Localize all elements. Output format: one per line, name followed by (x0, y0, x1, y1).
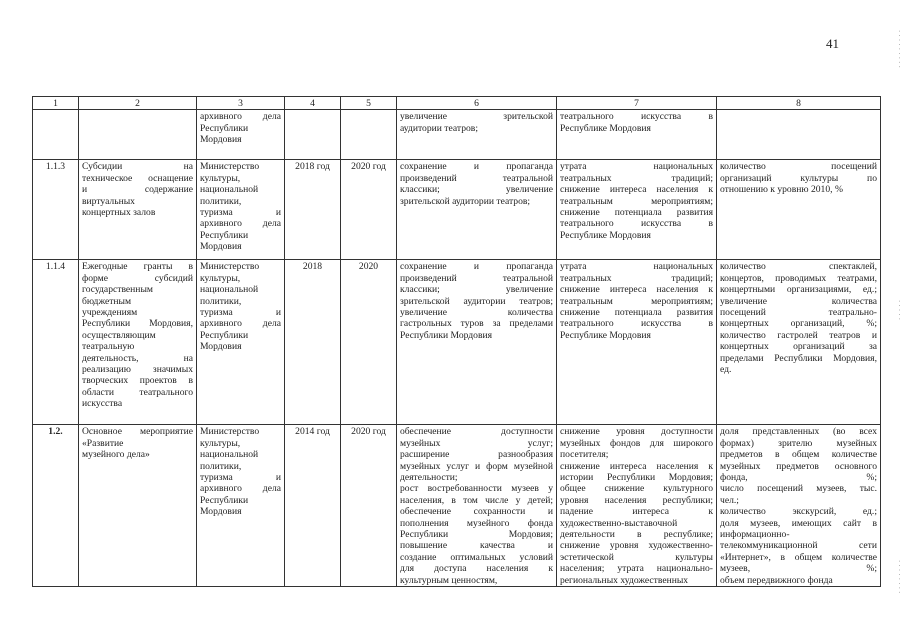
header-cell: 8 (717, 97, 881, 110)
cell-line: произведений театральной (400, 172, 553, 184)
cell-line: отношению к уровню 2010, % (720, 184, 843, 196)
measure-name-cell (79, 260, 197, 425)
cell-line: классики; увеличение (400, 184, 553, 196)
start-date-cell: 2018 (285, 260, 341, 425)
cell-line: реализацию значимых (82, 364, 193, 375)
cell-line: истории Республики Мордовия; (560, 471, 713, 483)
cell-line: Республики (200, 122, 249, 134)
header-cell: 4 (285, 97, 341, 110)
cell-line: учреждениям (82, 307, 138, 318)
expected-result-cell (397, 260, 557, 425)
cell-line: количество спектаклей, (720, 261, 877, 273)
cell-line: объем передвижного фонда (720, 574, 833, 586)
cell-line: театральную (82, 341, 135, 353)
cell-line: доля представленных (во всех (720, 426, 877, 438)
cell-line: снижение потенциала развития (560, 306, 713, 318)
cell-line: техническое оснащение (82, 172, 193, 184)
cell-line: политики, (200, 295, 242, 307)
cell-line: обеспечение сохранности и (400, 506, 553, 518)
table-row (33, 260, 881, 425)
cell-line: деятельности в республике; (560, 528, 713, 540)
measure-name-cell (79, 110, 197, 160)
cell-line: зрительской аудитории театров; (400, 195, 531, 207)
cell-line: утрата национальных (560, 161, 713, 173)
cell-line: утрата национальных (560, 261, 713, 273)
cell-line: театральным мероприятиям; (560, 295, 713, 307)
end-date-cell: 2020 год (341, 160, 397, 260)
cell-line: снижение интереса населения к (560, 284, 713, 296)
cell-line: Мордовия (200, 241, 242, 253)
cell-line: создание оптимальных условий (400, 551, 553, 563)
cell-line: предметов в общем количестве (720, 449, 877, 461)
cell-line: театрального искусства в (560, 318, 713, 330)
cell-line: архивного дела (200, 111, 281, 123)
cell-line: театральных традиций; (560, 272, 713, 284)
header-cell: 5 (341, 97, 397, 110)
cell-line: Республике Мордовия (560, 329, 651, 341)
cell-line: осуществляющим (82, 329, 156, 341)
cell-line: Республики (200, 329, 249, 341)
cell-line: «Интернет», в общем количестве (720, 551, 877, 563)
cell-line: театрального искусства в (560, 111, 713, 123)
cell-line: области театрального (82, 386, 193, 398)
cell-line: падение интереса к (560, 506, 713, 518)
cell-line: эстетической культуры (560, 551, 713, 563)
cell-line: сохранение и пропаганда (400, 261, 553, 273)
cell-line: музейных услуг; (400, 437, 553, 449)
cell-line: Мордовия (200, 506, 242, 518)
header-cell: 1 (33, 97, 79, 110)
cell-line: снижение интереса населения к (560, 460, 713, 472)
cell-line: концертов, проводимых театрами, (720, 272, 877, 284)
cell-line: сохранение и пропаганда (400, 161, 553, 173)
start-date-cell: 2018 год (285, 160, 341, 260)
cell-line: гастрольных туров за пределами (400, 318, 553, 330)
header-cell: 2 (79, 97, 197, 110)
cell-line: Мордовия (200, 134, 242, 146)
item-number-cell (33, 260, 79, 425)
cell-line: ед. (720, 363, 732, 375)
item-number: 1.2. (48, 426, 63, 438)
header-cell: 7 (557, 97, 717, 110)
cell-line: концертными организациями, ед.; (720, 284, 877, 296)
cell-line: доля музеев, имеющих сайт в (720, 517, 877, 529)
cell-line: бюджетным (82, 295, 132, 307)
item-number: 1.1.4 (45, 261, 66, 273)
cell-line: посетителя; (560, 449, 609, 461)
consequences-cell (557, 425, 717, 587)
cell-line: музейных услуг и форм музейной (400, 460, 553, 472)
cell-line: творческих проектов в (82, 375, 193, 387)
cell-line: туризма и (200, 307, 281, 319)
cell-line: туризма и (200, 472, 281, 484)
item-number: 1.1.3 (45, 161, 66, 173)
cell-line: национальной (200, 284, 259, 296)
cell-line: Министерство (200, 261, 260, 273)
cell-line: концертных организаций, %; (720, 318, 877, 330)
cell-line: информационно- (720, 528, 790, 540)
expected-result-cell (397, 425, 557, 587)
item-number-cell (33, 425, 79, 587)
cell-line: Мордовия (200, 341, 242, 353)
consequences-cell (557, 260, 717, 425)
table-row (33, 160, 881, 260)
start-date-cell: 2014 год (285, 425, 341, 587)
cell-line: пределами Республики Мордовия, (720, 352, 877, 364)
cell-line: концертных организаций за (720, 341, 877, 353)
cell-line: театрального искусства в (560, 218, 713, 230)
cell-line: региональных художественных (560, 574, 689, 586)
cell-line: Республики (200, 494, 249, 506)
cell-line: Министерство (200, 161, 260, 173)
cell-line: театральных традиций; (560, 172, 713, 184)
cell-line: количество экскурсий, ед.; (720, 506, 877, 518)
cell-line: чел.; (720, 494, 739, 506)
cell-line: увеличение количества (720, 295, 877, 307)
cell-line: музеев, %; (720, 563, 877, 575)
cell-line: Республики Мордовия, (82, 318, 193, 330)
cell-line: концертных залов (82, 206, 156, 218)
cell-line: аудитории театров; (400, 122, 478, 134)
cell-line: культурным ценностям, (400, 574, 498, 586)
cell-line: классики; увеличение (400, 284, 553, 296)
consequences-cell (557, 160, 717, 260)
cell-line: архивного дела (200, 483, 281, 495)
program-table (32, 96, 881, 587)
cell-line: увеличение количества (400, 306, 553, 318)
cell-line: общее снижение культурного (560, 483, 713, 495)
cell-line: увеличение зрительской (400, 111, 553, 123)
cell-line: политики, (200, 195, 242, 207)
table-row (33, 110, 881, 160)
cell-line: деятельность, на (82, 352, 193, 364)
header-cell: 3 (197, 97, 285, 110)
cell-line: телекоммуникационной сети (720, 540, 877, 552)
cell-line: национальной (200, 449, 259, 461)
cell-line: снижение потенциала развития (560, 206, 713, 218)
cell-line: и содержание (82, 184, 193, 196)
header-cell: 6 (397, 97, 557, 110)
page-number: 41 (826, 36, 839, 51)
executor-cell (197, 110, 285, 160)
measure-name-cell (79, 160, 197, 260)
margin-scribble: · · · · · · · · · (895, 30, 903, 68)
cell-line: Республики Мордовия; (400, 528, 553, 540)
expected-result-cell (397, 110, 557, 160)
header-row (33, 97, 881, 110)
margin-scribble: · · · · · · · · (895, 560, 903, 594)
cell-line: Основное мероприятие (82, 426, 193, 438)
cell-line: снижение интереса населения к (560, 184, 713, 196)
cell-line: уровня населения республики; (560, 494, 713, 506)
cell-line: Республики Мордовия (400, 329, 493, 341)
cell-line: посещений театрально- (720, 306, 877, 318)
cell-line: Ежегодные гранты в (82, 261, 193, 273)
cell-line: Министерство (200, 426, 260, 438)
cell-line: деятельности; (400, 471, 458, 483)
cell-line: фонда, %; (720, 471, 877, 483)
indicators-cell (717, 260, 881, 425)
cell-line: снижение уровня доступности (560, 426, 713, 438)
cell-line: организаций культуры по (720, 172, 877, 184)
item-number-cell (33, 110, 79, 160)
cell-line: национальной (200, 184, 259, 196)
cell-line: Субсидии на (82, 161, 193, 173)
indicators-cell (717, 160, 881, 260)
cell-line: рост востребованности музеев у (400, 483, 553, 495)
cell-line: форме субсидий (82, 272, 193, 284)
cell-line: обеспечение доступности (400, 426, 553, 438)
cell-line: пополнения музейного фонда (400, 517, 553, 529)
end-date-cell (341, 110, 397, 160)
end-date-cell: 2020 год (341, 425, 397, 587)
start-date-cell (285, 110, 341, 160)
expected-result-cell (397, 160, 557, 260)
indicators-cell (717, 425, 881, 587)
cell-line: повышение качества и (400, 540, 553, 552)
cell-line: музейного дела» (82, 449, 150, 461)
item-number-cell (33, 160, 79, 260)
margin-scribble: · · · · · (895, 300, 903, 321)
executor-cell (197, 260, 285, 425)
cell-line: виртуальных (82, 195, 135, 207)
table-row (33, 425, 881, 587)
cell-line: снижение уровня художественно- (560, 540, 713, 552)
cell-line: архивного дела (200, 218, 281, 230)
cell-line: культуры, (200, 172, 241, 184)
cell-line: населения; утрата национально- (560, 563, 713, 575)
cell-line: музейных предметов основного (720, 460, 877, 472)
cell-line: государственным (82, 284, 153, 296)
executor-cell (197, 425, 285, 587)
cell-line: Республике Мордовия (560, 229, 651, 241)
cell-line: Республики (200, 229, 249, 241)
cell-line: искусства (82, 398, 123, 410)
cell-line: для доступа населения к (400, 563, 553, 575)
cell-line: театральным мероприятиям; (560, 195, 713, 207)
indicators-cell (717, 110, 881, 160)
cell-line: «Развитие (82, 437, 124, 449)
cell-line: культуры, (200, 272, 241, 284)
cell-line: число посещений музеев, тыс. (720, 483, 877, 495)
executor-cell (197, 160, 285, 260)
consequences-cell (557, 110, 717, 160)
cell-line: населения, в том числе у детей; (400, 494, 553, 506)
cell-line: формах) зрителю музейных (720, 437, 877, 449)
cell-line: культуры, (200, 437, 241, 449)
cell-line: расширение разнообразия (400, 449, 553, 461)
cell-line: зрительской аудитории театров; (400, 295, 553, 307)
cell-line: произведений театральной (400, 272, 553, 284)
cell-line: туризма и (200, 207, 281, 219)
cell-line: музейных фондов для широкого (560, 437, 713, 449)
measure-name-cell (79, 425, 197, 587)
cell-line: Республике Мордовия (560, 122, 651, 134)
cell-line: художественно-выставочной (560, 517, 678, 529)
end-date-cell: 2020 (341, 260, 397, 425)
cell-line: количество гастролей театров и (720, 329, 877, 341)
cell-line: количество посещений (720, 161, 877, 173)
cell-line: политики, (200, 460, 242, 472)
cell-line: архивного дела (200, 318, 281, 330)
